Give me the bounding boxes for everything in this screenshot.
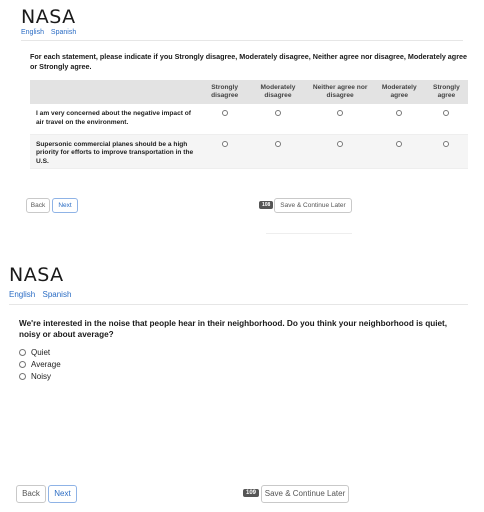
matrix-instructions: For each statement, please indicate if you Strongly disagree, Moderately disagree, Neither agree nor disagree, Moderately agree or Strongly agree. <box>30 52 467 71</box>
option-noisy[interactable] <box>19 370 61 382</box>
radio-environment-neither[interactable] <box>337 110 343 116</box>
lang-english-link[interactable]: English <box>21 29 44 36</box>
lang-spanish-link[interactable]: Spanish <box>42 290 72 299</box>
radio-average[interactable] <box>19 361 26 368</box>
column-header-strongly-agree: Strongly agree <box>425 80 468 104</box>
option-average[interactable] <box>19 358 61 370</box>
back-button[interactable]: Back <box>26 198 50 213</box>
radio-environment-moderately-disagree[interactable] <box>275 110 281 116</box>
survey-screen-likert <box>0 0 484 228</box>
matrix-row-environment <box>30 104 468 134</box>
save-continue-later-button[interactable]: Save & Continue Later <box>274 198 352 213</box>
next-button[interactable]: Next <box>52 198 78 213</box>
statement-environment: I am very concerned about the negative impact of air travel on the environment. <box>30 104 200 134</box>
likert-matrix <box>30 80 468 169</box>
screen-separator <box>266 233 352 234</box>
matrix-row-supersonic <box>30 134 468 168</box>
statement-column-header <box>30 80 200 104</box>
lang-spanish-link[interactable]: Spanish <box>50 29 77 36</box>
column-header-neither: Neither agree nor disagree <box>307 80 374 104</box>
radio-quiet[interactable] <box>19 349 26 356</box>
language-switcher <box>9 290 76 299</box>
noise-options <box>19 346 61 382</box>
radio-environment-moderately-agree[interactable] <box>396 110 402 116</box>
radio-noisy[interactable] <box>19 373 26 380</box>
survey-screen-noise <box>0 254 484 512</box>
radio-environment-strongly-agree[interactable] <box>443 110 449 116</box>
option-quiet[interactable] <box>19 346 61 358</box>
column-header-moderately-disagree: Moderately disagree <box>249 80 306 104</box>
back-button[interactable]: Back <box>16 485 46 503</box>
option-quiet-label: Quiet <box>31 347 51 357</box>
lang-english-link[interactable]: English <box>9 290 36 299</box>
next-button[interactable]: Next <box>48 485 77 503</box>
statement-supersonic: Supersonic commercial planes should be a high priority for efforts to improve transportation in the U.S. <box>30 134 200 168</box>
brand-logo: NASA <box>9 264 64 286</box>
radio-supersonic-moderately-disagree[interactable] <box>275 141 281 147</box>
save-continue-later-button[interactable]: Save & Continue Later <box>261 485 349 503</box>
option-noisy-label: Noisy <box>31 371 52 381</box>
header-divider <box>21 40 463 41</box>
column-header-strongly-disagree: Strongly disagree <box>200 80 249 104</box>
radio-supersonic-neither[interactable] <box>337 141 343 147</box>
brand-logo: NASA <box>21 6 76 28</box>
radio-environment-strongly-disagree[interactable] <box>222 110 228 116</box>
column-header-moderately-agree: Moderately agree <box>374 80 425 104</box>
noise-question-text: We're interested in the noise that people hear in their neighborhood. Do you think your neighborhood is quiet, noisy or about average? <box>19 319 448 339</box>
radio-supersonic-strongly-disagree[interactable] <box>222 141 228 147</box>
progress-badge: 109 <box>243 489 259 497</box>
option-average-label: Average <box>31 359 61 369</box>
language-switcher <box>21 29 81 36</box>
radio-supersonic-moderately-agree[interactable] <box>396 141 402 147</box>
radio-supersonic-strongly-agree[interactable] <box>443 141 449 147</box>
header-divider <box>9 304 468 305</box>
progress-badge: 108 <box>259 201 273 209</box>
